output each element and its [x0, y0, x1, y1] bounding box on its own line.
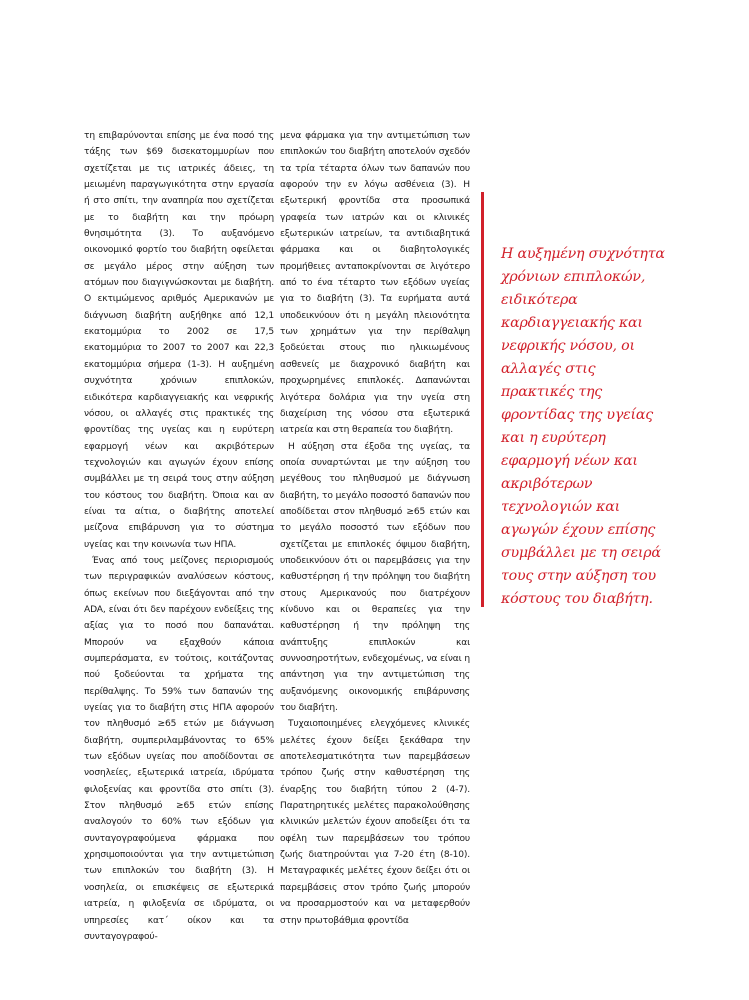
pullquote-accent-rule — [481, 192, 484, 607]
pullquote: Η αυξημένη συχνότητα χρόνιων επιπλοκών, ειδικότερα καρδιαγγειακής και νεφρικής νόσου, οι αλλαγές στις πρακτικές της φροντίδας της υγείας και η ευρύτερη εφαρμογή νέων και ακριβότερων τεχνολογιών και αγωγών έχουν επίσης συμβάλλει με τη σειρά τους στην αύξηση του κόστους του διαβήτη. — [501, 246, 665, 607]
paragraph: μενα φάρμακα για την αντιμετώπιση των επιπλοκών του διαβήτη αποτελούν σχεδόν τα τρία τέταρτα όλων των δαπανών που αφορούν την εν λόγω ασθένεια (3). Η εξωτερική φροντίδα στα προσωπικά γραφεία των ιατρών και οι κλινικές εξωτερικών ιατρείων, τα αντιδιαβητικά φάρμακα και οι διαβητολογικές προμήθειες ανταποκρίνονται σε λιγότερο από το ένα τέταρτο των εξόδων υγείας για το διαβήτη (3). Τα ευρήματα αυτά υποδεικνύουν ότι η μεγάλη πλειονότητα των χρημάτων για την περίθαλψη ξοδεύεται στους πιο ηλικιωμένους ασθενείς με διαχρονικό διαβήτη και προχωρημένες επιπλοκές. Δαπανώνται λιγότερα δολάρια για την υγεία στη διαχείριση της νόσου στα εξωτερικά ιατρεία και στη θεραπεία του διαβήτη. — [280, 131, 470, 436]
body-text-column-left — [84, 128, 274, 945]
paragraph: Τυχαιοποιημένες ελεγχόμενες κλινικές μελέτες έχουν δείξει ξεκάθαρα την αποτελεσματικότητα των παρεμβάσεων τρόπου ζωής στην καθυστέρηση της έναρξης του διαβήτη τύπου 2 (4-7). Παρατηρητικές μελέτες παρακολούθησης κλινικών μελετών έχουν αποδείξει ότι τα οφέλη των παρεμβάσεων του τρόπου ζωής διατηρούνται για 7-20 έτη (8-10). Μεταγραφικές μελέτες έχουν δείξει ότι οι παρεμβάσεις στον τρόπο ζωής μπορούν να προσαρμοστούν και να μεταφερθούν στην πρωτοβάθμια φροντίδα — [280, 719, 470, 926]
paragraph: τη επιβαρύνονται επίσης με ένα ποσό της τάξης των $69 δισεκατομμυρίων που σχετίζεται με τις ιατρικές άδειες, τη μειωμένη παραγωγικότητα στην εργασία ή στο σπίτι, την αναπηρία που σχετίζεται με το διαβήτη και την πρόωρη θνησιμότητα (3). Το αυξανόμενο οικονομικό φορτίο του διαβήτη οφείλεται σε μεγάλο μέρος στην αύξηση των ατόμων που διαγιγνώσκονται με διαβήτη. Ο εκτιμώμενος αριθμός Αμερικανών με διάγνωση διαβήτη αυξήθηκε από 12,1 εκατομμύρια το 2002 σε 17,5 εκατομμύρια το 2007 το 2007 και 22,3 εκατομμύρια σήμερα (1-3). Η αυξημένη συχνότητα χρόνιων επιπλοκών, ειδικότερα καρδιαγγειακής και νεφρικής νόσου, οι αλλαγές στις πρακτικές της φροντίδας της υγείας και η ευρύτερη εφαρμογή νέων και ακριβότερων τεχνολογιών και αγωγών έχουν επίσης συμβάλλει με τη σειρά τους στην αύξηση του κόστους του διαβήτη. Όποια και αν είναι τα αίτια, ο διαβήτης αποτελεί μείζονα επιβάρυνση για το σύστημα υγείας και την κοινωνία των ΗΠΑ. — [84, 131, 274, 550]
body-text-column-middle — [280, 128, 470, 929]
paragraph: Ένας από τους μείζονες περιορισμούς των περιγραφικών αναλύσεων κόστους, όπως εκείνων που διεξάγονται από την ADA, είναι ότι δεν παρέχουν ενδείξεις της αξίας για το ποσό που δαπανάται. Μπορούν να εξαχθούν κάποια συμπεράσματα, εν τούτοις, κοιτάζοντας πού ξοδεύονται τα χρήματα της περίθαλψης. Το 59% των δαπανών της υγείας για το διαβήτη στις ΗΠΑ αφορούν τον πληθυσμό ≥65 ετών με διάγνωση διαβήτη, συμπεριλαμβάνοντας το 65% των εξόδων υγείας που αποδίδονται σε νοσηλείες, εξωτερικά ιατρεία, ιδρύματα φιλοξενίας και φροντίδα στο σπίτι (3). Στον πληθυσμό ≥65 ετών επίσης αναλογούν το 60% των εξόδων για συνταγογραφούμενα φάρμακα που χρησιμοποιούνται για την αντιμετώπιση των επιπλοκών του διαβήτη (3). Η νοσηλεία, οι επισκέψεις σε εξωτερικά ιατρεία, η φιλοξενία σε ιδρύματα, οι υπηρεσίες κατ΄ οίκον και τα συνταγογραφού- — [84, 555, 274, 942]
paragraph: Η αύξηση στα έξοδα της υγείας, τα οποία συναρτώνται με την αύξηση του μεγέθους του πληθυσμού με διάγνωση διαβήτη, το μεγάλο ποσοστό δαπανών που αποδίδεται στον πληθυσμό ≥65 ετών και το μεγάλο ποσοστό των εξόδων που σχετίζεται με επιπλοκές όψιμου διαβήτη, υποδεικνύουν ότι οι παρεμβάσεις για την καθυστέρηση ή την πρόληψη του διαβήτη στους Αμερικανούς που διατρέχουν κίνδυνο και οι θεραπείες για την καθυστέρηση ή την πρόληψη της ανάπτυξης επιπλοκών και συννοσηροτήτων, ενδεχομένως, να είναι η απάντηση για την αντιμετώπιση της αυξανόμενης οικονομικής επιβάρυνσης του διαβήτη. — [280, 441, 470, 714]
